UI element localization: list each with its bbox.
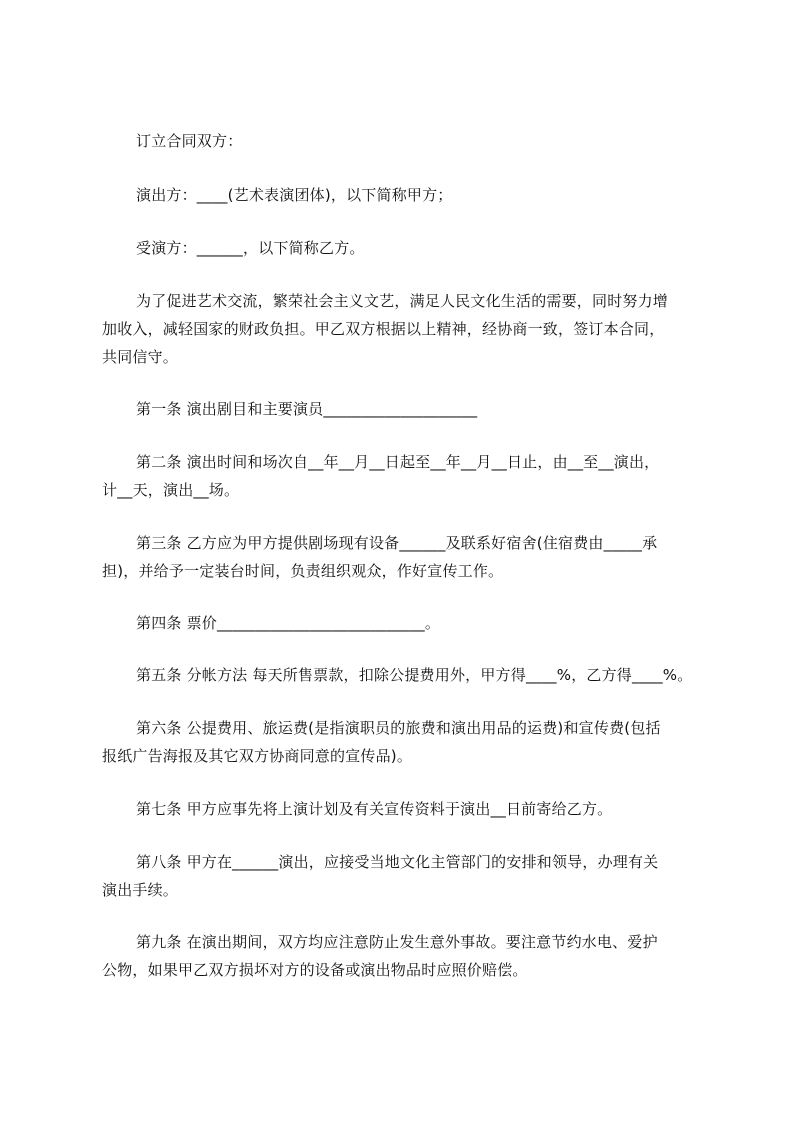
parties-intro: 订立合同双方： <box>136 132 243 150</box>
article-1: 第一条 演出剧目和主要演员____________________ <box>136 400 478 418</box>
article-2-line-2: 计__天，演出__场。 <box>102 481 240 499</box>
article-7: 第七条 甲方应事先将上演计划及有关宣传资料于演出__日前寄给乙方。 <box>136 800 613 818</box>
article-4: 第四条 票价___________________________。 <box>136 614 441 632</box>
article-9-line-2: 公物，如果甲乙双方损坏对方的设备或演出物品时应照价赔偿。 <box>102 961 528 979</box>
party-a-line: 演出方：____(艺术表演团体)，以下简称甲方； <box>136 186 453 204</box>
article-2-line-1: 第二条 演出时间和场次自__年__月__日起至__年__月__日止，由__至__演出， <box>136 453 660 471</box>
preamble-line-2: 加收入，减轻国家的财政负担。甲乙双方根据以上精神，经协商一致，签订本合同， <box>102 320 665 338</box>
article-3-line-2: 担)，并给予一定装台时间，负责组织观众，作好宣传工作。 <box>102 562 504 580</box>
article-8-line-2: 演出手续。 <box>102 881 179 899</box>
article-6-line-1: 第六条 公提费用、旅运费(是指演职员的旅费和演出用品的运费)和宣传费(包括 <box>136 719 661 737</box>
article-3-line-1: 第三条 乙方应为甲方提供剧场现有设备______及联系好宿舍(住宿费由_____承 <box>136 534 658 552</box>
article-6-line-2: 报纸广告海报及其它双方协商同意的宣传品)。 <box>102 747 413 765</box>
article-8-line-1: 第八条 甲方在______演出，应接受当地文化主管部门的安排和领导，办理有关 <box>136 853 659 871</box>
article-9-line-1: 第九条 在演出期间，双方均应注意防止发生意外事故。要注意节约水电、爱护 <box>136 933 658 951</box>
preamble-line-3: 共同信守。 <box>102 348 179 366</box>
article-5: 第五条 分帐方法 每天所售票款，扣除公提费用外，甲方得____%，乙方得____%。 <box>136 666 693 684</box>
party-b-line: 受演方：______，以下简称乙方。 <box>136 239 365 257</box>
preamble-line-1: 为了促进艺术交流，繁荣社会主义文艺，满足人民文化生活的需要，同时努力增 <box>136 292 669 310</box>
